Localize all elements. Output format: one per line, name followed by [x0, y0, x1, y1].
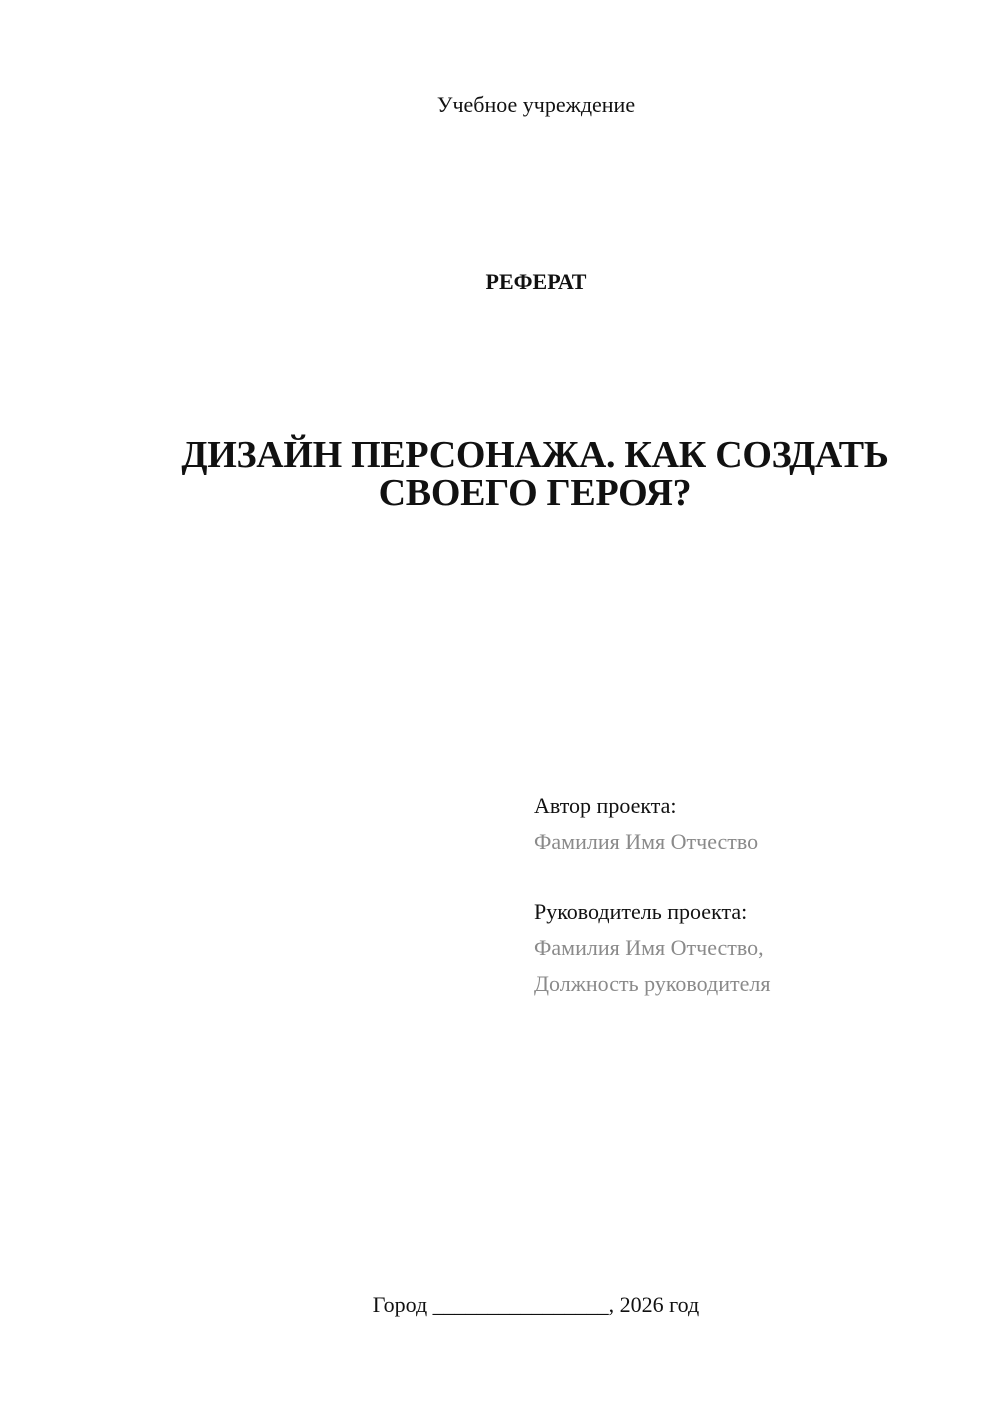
title-line-2: СВОЕГО ГЕРОЯ?	[378, 472, 692, 514]
supervisor-label: Руководитель проекта:	[534, 899, 748, 924]
title-line-1: ДИЗАЙН ПЕРСОНАЖА. КАК СОЗДАТЬ	[181, 434, 889, 476]
author-label: Автор проекта:	[534, 793, 677, 818]
supervisor-name-placeholder: Фамилия Имя Отчество,	[534, 935, 764, 960]
document-type-heading: РЕФЕРАТ	[485, 269, 587, 294]
supervisor-position-placeholder: Должность руководителя	[534, 971, 771, 996]
institution-name: Учебное учреждение	[436, 92, 636, 117]
city-year-footer: Город ________________, 2026 год	[372, 1292, 700, 1317]
credits-spacer	[534, 860, 974, 894]
document-title	[130, 436, 940, 512]
credits-block	[534, 788, 974, 1002]
author-name-placeholder: Фамилия Имя Отчество	[534, 829, 759, 854]
